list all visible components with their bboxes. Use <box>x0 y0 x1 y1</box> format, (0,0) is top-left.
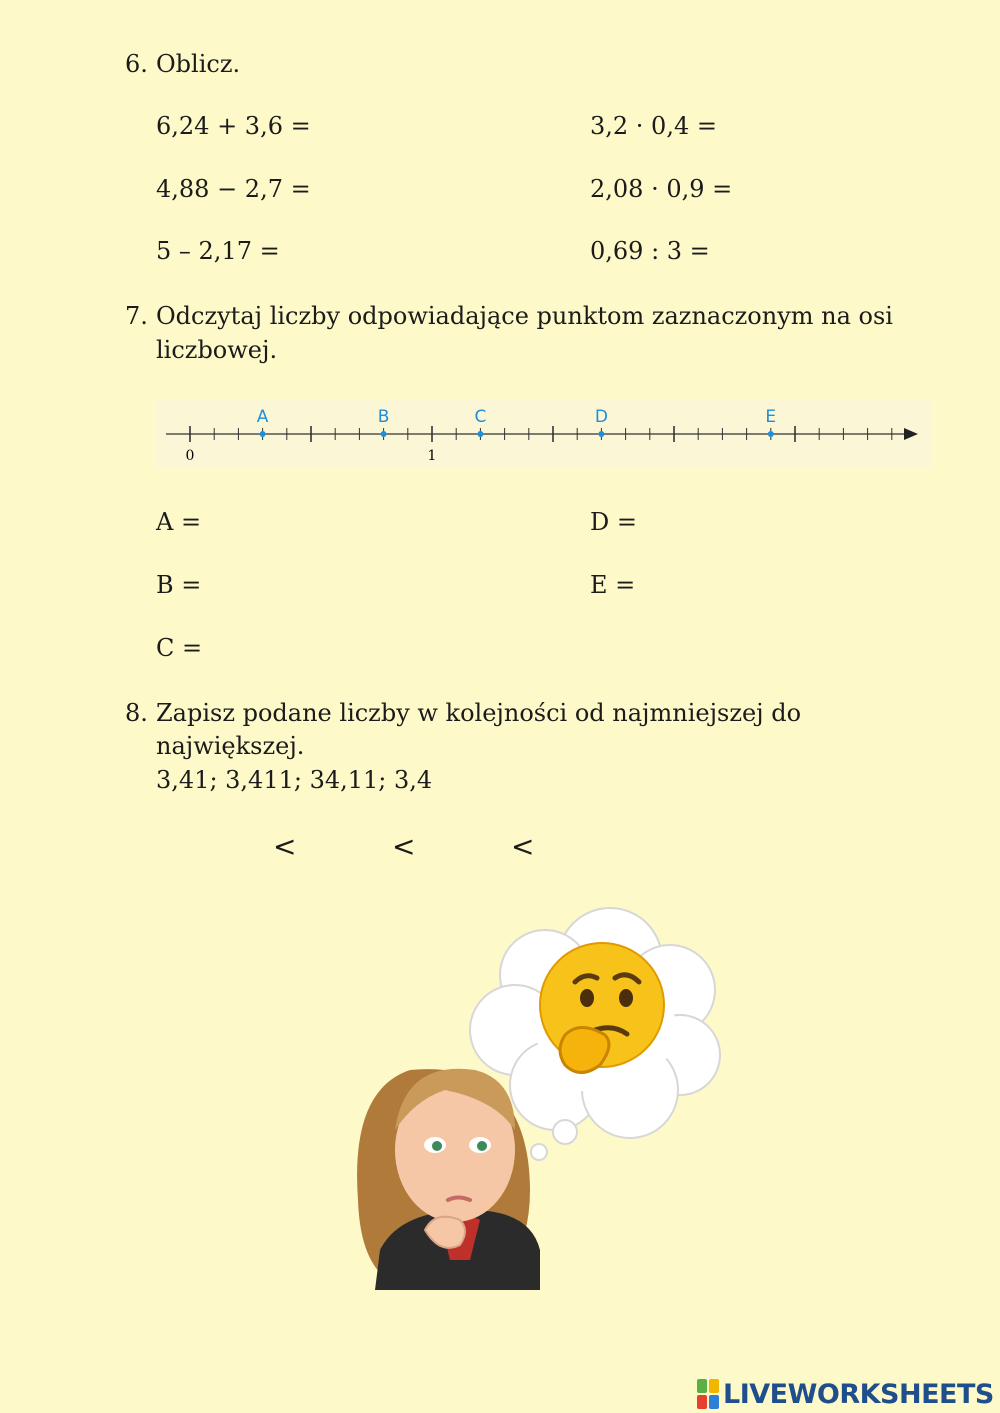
point-marker-d <box>598 431 604 437</box>
answer-field-2[interactable] <box>305 175 469 207</box>
point-marker-e <box>768 431 774 437</box>
liveworksheets-logo <box>697 1378 994 1410</box>
answer-label-a: A = <box>156 508 202 536</box>
task-8-numbers: 3,41; 3,411; 34,11; 3,4 <box>156 766 433 794</box>
logo-text: LIVEWORKSHEETS <box>723 1378 994 1410</box>
answer-label-e: E = <box>590 571 636 599</box>
point-marker-a <box>260 431 266 437</box>
answer-label-d: D = <box>590 508 637 536</box>
answer-label-c: C = <box>156 634 203 662</box>
logo-mark-icon <box>697 1379 719 1409</box>
tick-label-zero: 0 <box>185 448 195 464</box>
point-label-b: B <box>377 407 390 427</box>
point-marker-b <box>381 431 387 437</box>
task-8-instruction-line-2: największej. <box>156 732 305 760</box>
number-line <box>156 400 932 468</box>
order-field-2[interactable] <box>300 832 388 864</box>
answer-field-4[interactable] <box>712 112 876 144</box>
equation-5: 2,08 · 0,9 = <box>590 175 733 203</box>
task-8-instruction-line-1: Zapisz podane liczby w kolejności od najmniejszej do <box>156 699 802 727</box>
order-field-1[interactable] <box>156 832 264 864</box>
less-than-symbol-1: < <box>273 830 297 863</box>
equation-3: 5 – 2,17 = <box>156 237 280 265</box>
answer-field-d[interactable] <box>640 508 824 540</box>
equation-2: 4,88 − 2,7 = <box>156 175 311 203</box>
point-label-d: D <box>594 407 608 427</box>
order-field-4[interactable] <box>540 832 648 864</box>
task-7-instruction-line-2: liczbowej. <box>156 336 278 364</box>
answer-field-3[interactable] <box>280 237 444 269</box>
answer-label-b: B = <box>156 571 202 599</box>
answer-field-1[interactable] <box>305 112 469 144</box>
equation-4: 3,2 · 0,4 = <box>590 112 717 140</box>
answer-field-5[interactable] <box>726 175 890 207</box>
tick-label-one: 1 <box>427 448 437 464</box>
equation-1: 6,24 + 3,6 = <box>156 112 311 140</box>
point-label-e: E <box>765 407 777 427</box>
task-6-title: Oblicz. <box>156 50 241 78</box>
answer-field-6[interactable] <box>706 237 870 269</box>
point-marker-c <box>477 431 483 437</box>
task-7-number: 7. <box>125 302 148 330</box>
answer-field-b[interactable] <box>205 571 389 603</box>
answer-field-a[interactable] <box>205 508 389 540</box>
answer-field-e[interactable] <box>640 571 824 603</box>
less-than-symbol-3: < <box>511 830 535 863</box>
point-label-c: C <box>474 407 487 427</box>
task-8-number: 8. <box>125 699 148 727</box>
task-6-number: 6. <box>125 50 148 78</box>
answer-field-c[interactable] <box>205 634 389 666</box>
order-field-3[interactable] <box>420 832 508 864</box>
point-label-a: A <box>256 407 269 427</box>
thinking-girl-illustration <box>340 900 730 1290</box>
less-than-symbol-2: < <box>392 830 416 863</box>
task-7-instruction-line-1: Odczytaj liczby odpowiadające punktom zaznaczonym na osi <box>156 302 893 330</box>
equation-6: 0,69 : 3 = <box>590 237 710 265</box>
